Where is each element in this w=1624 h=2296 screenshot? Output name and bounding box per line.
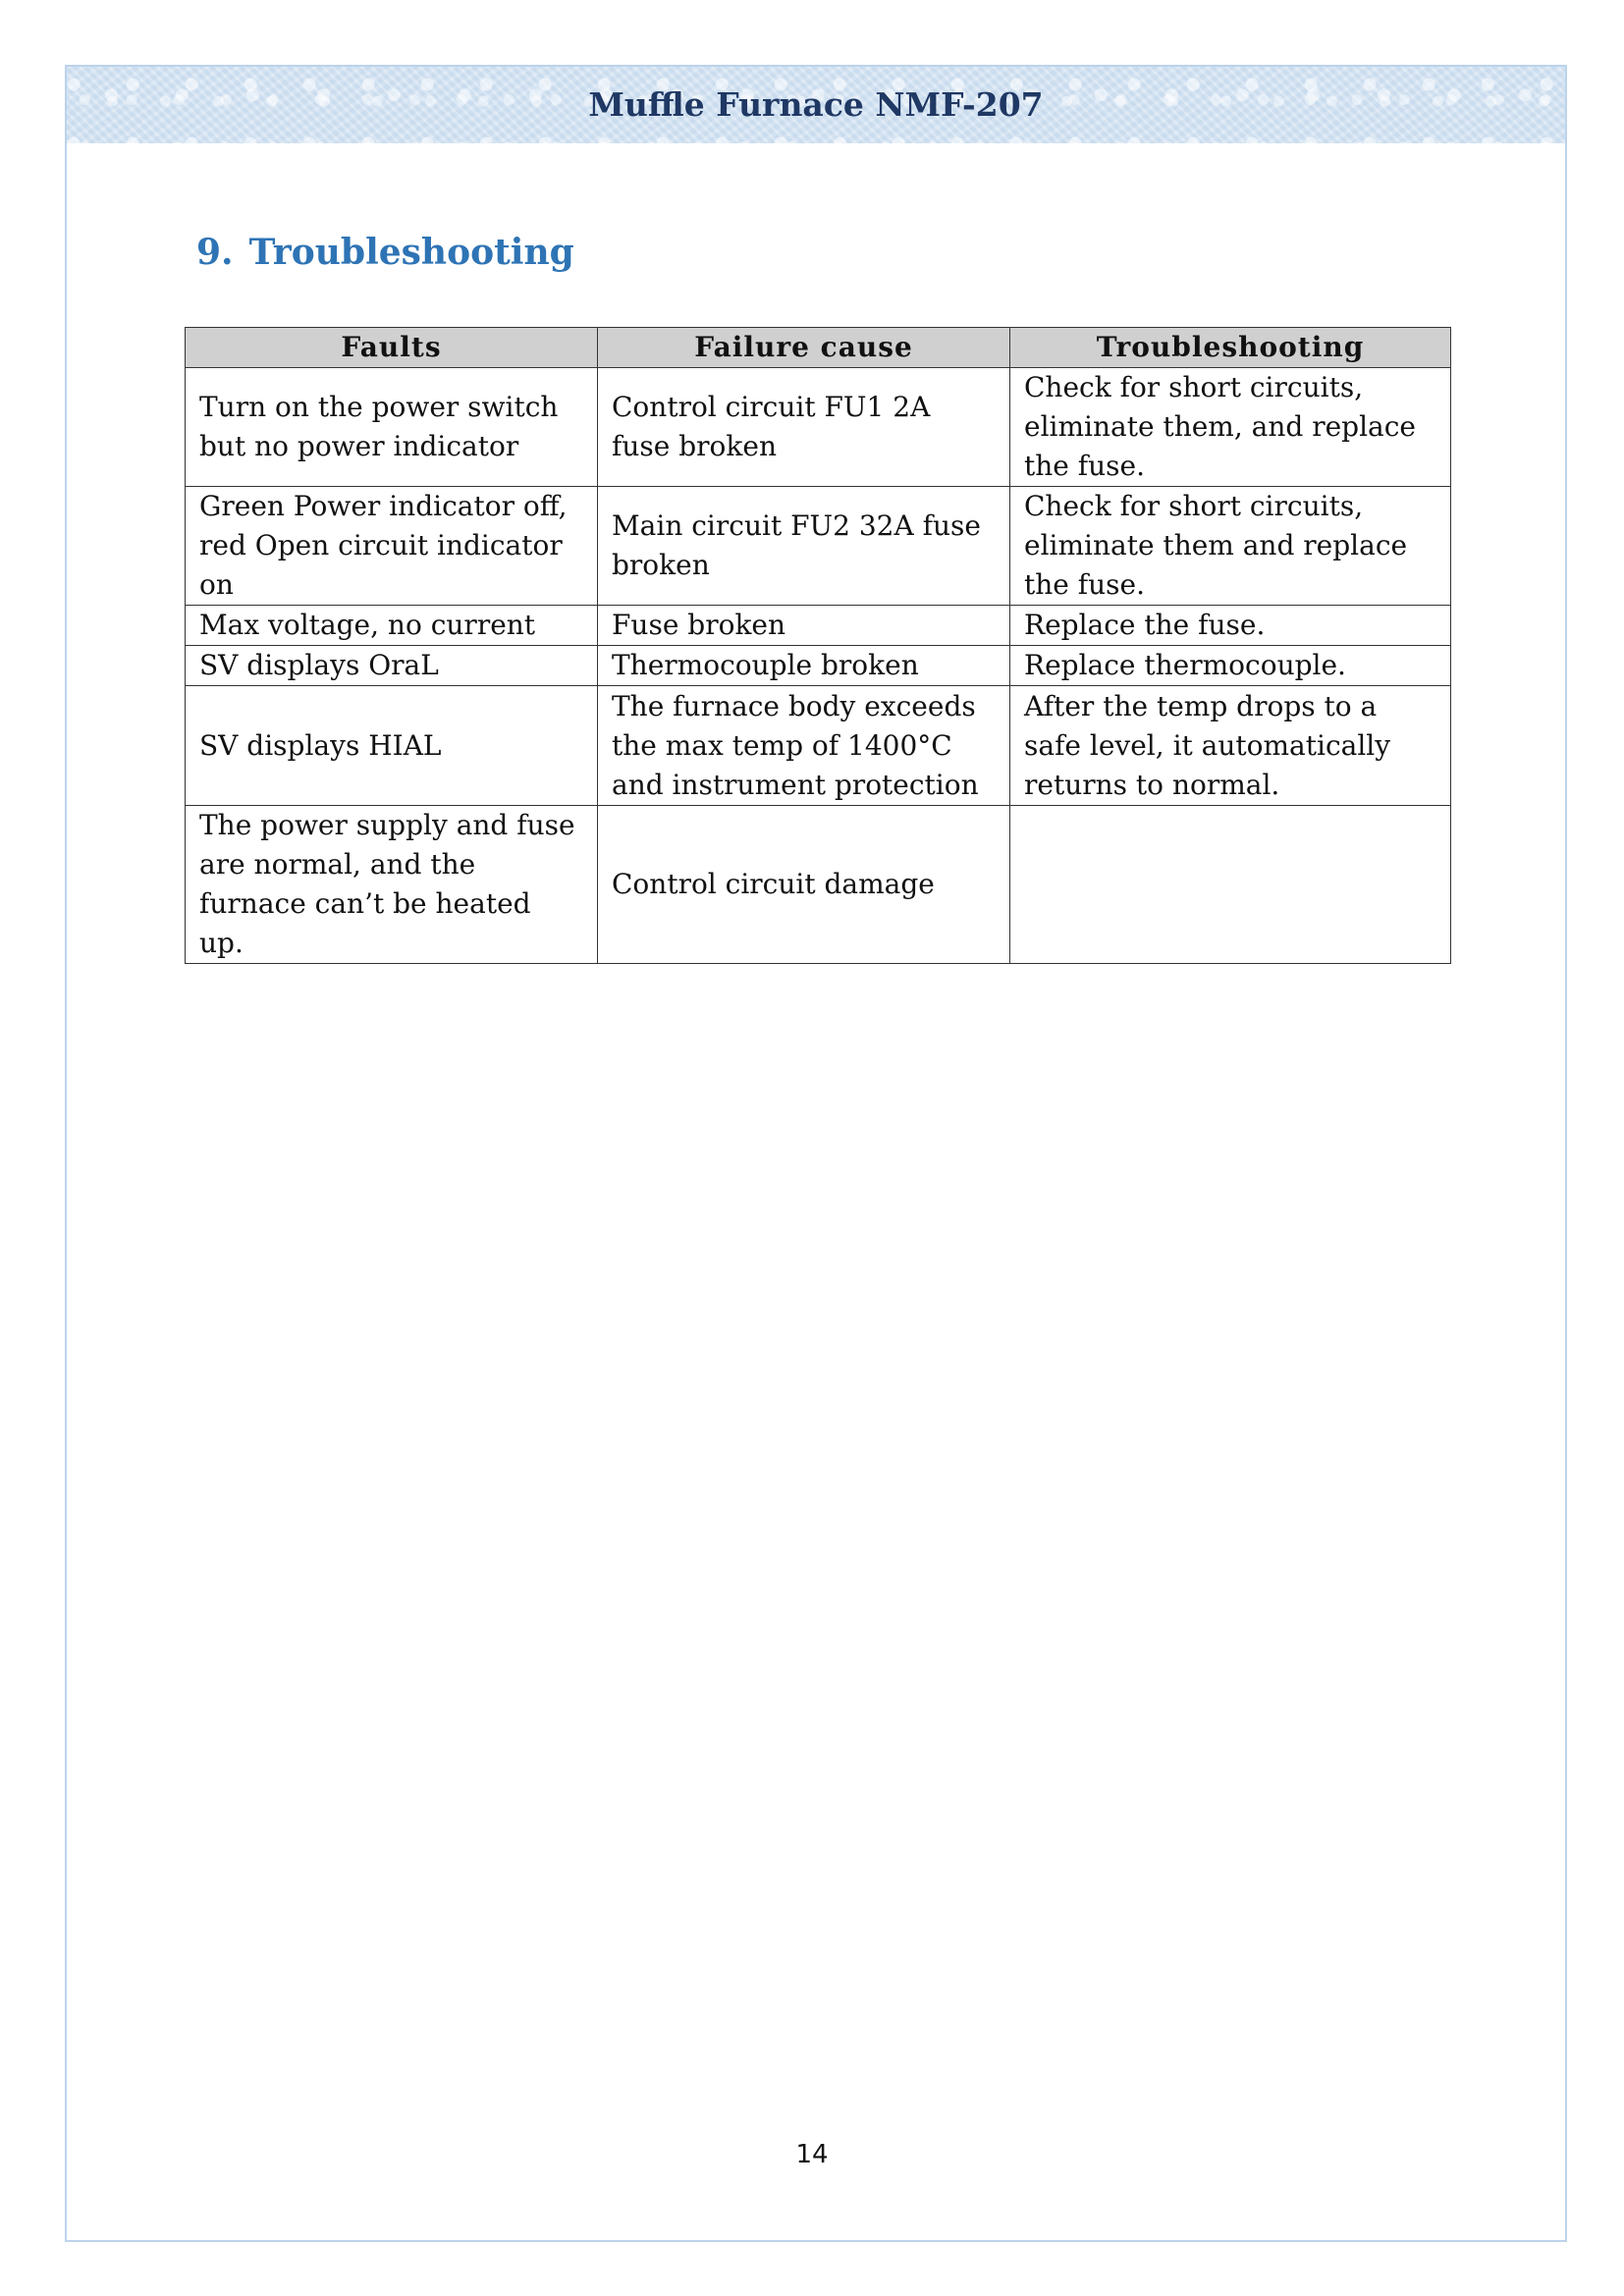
fault-cell: SV displays OraL (186, 646, 598, 686)
column-header-failure-cause: Failure cause (598, 328, 1010, 368)
table-header-row (186, 328, 1451, 368)
column-header-faults: Faults (186, 328, 598, 368)
cause-cell: Main circuit FU2 32A fuse broken (598, 487, 1010, 606)
fault-cell: Green Power indicator off, red Open circuit indicator on (186, 487, 598, 606)
troubleshooting-table (185, 327, 1451, 964)
table-row (186, 806, 1451, 964)
fault-cell: Max voltage, no current (186, 606, 598, 646)
fix-cell: Check for short circuits, eliminate them and replace the fuse. (1010, 487, 1451, 606)
fault-cell: SV displays HIAL (186, 686, 598, 806)
document-title: Muffle Furnace NMF-207 (588, 85, 1044, 124)
fault-cell: The power supply and fuse are normal, and the furnace can’t be heated up. (186, 806, 598, 964)
fix-cell: Check for short circuits, eliminate them, and replace the fuse. (1010, 368, 1451, 487)
table-row (186, 686, 1451, 806)
fix-cell: After the temp drops to a safe level, it automatically returns to normal. (1010, 686, 1451, 806)
table-row (186, 646, 1451, 686)
cause-cell: Thermocouple broken (598, 646, 1010, 686)
cause-cell: Control circuit FU1 2A fuse broken (598, 368, 1010, 487)
cause-cell: Fuse broken (598, 606, 1010, 646)
section-number: 9. (196, 232, 234, 273)
table-row (186, 487, 1451, 606)
cause-cell: The furnace body exceeds the max temp of 1400°C and instrument protection (598, 686, 1010, 806)
page-number: 14 (795, 2140, 829, 2169)
section-title: Troubleshooting (248, 232, 574, 273)
table-row (186, 606, 1451, 646)
fix-cell: Replace thermocouple. (1010, 646, 1451, 686)
fix-cell (1010, 806, 1451, 964)
fault-cell: Turn on the power switch but no power indicator (186, 368, 598, 487)
fix-cell: Replace the fuse. (1010, 606, 1451, 646)
section-heading (196, 232, 574, 273)
column-header-troubleshooting: Troubleshooting (1010, 328, 1451, 368)
table-row (186, 368, 1451, 487)
cause-cell: Control circuit damage (598, 806, 1010, 964)
